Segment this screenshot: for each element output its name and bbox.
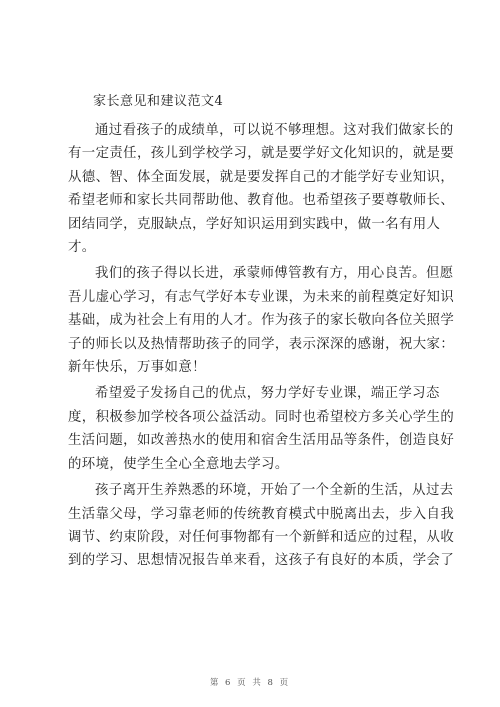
text-line: 通过看孩子的成绩单，可以说不够理想。这对我们做家长的 xyxy=(95,123,454,138)
text-line: 调节、约束阶段，对任何事物都有一个新鲜和适应的过程，从收 xyxy=(68,529,455,545)
text-line: 从德、智、体全面发展，就是要发挥自己的才能学好专业知识， xyxy=(68,169,455,185)
paragraph xyxy=(68,119,455,259)
text-line: 新年快乐，万事如意！ xyxy=(68,360,206,376)
document-body xyxy=(68,119,455,576)
text-line: 到的学习、思想情况报告单来看，这孩子有良好的本质，学会了 xyxy=(68,553,455,569)
paragraph xyxy=(68,479,455,573)
text-line: 我们的孩子得以长进，承蒙师傅管教有方，用心良苦。但愿 xyxy=(95,266,454,282)
text-line: 有一定责任，孩儿到学校学习，就是要学好文化知识的，就是要 xyxy=(68,146,455,162)
text-line: 生活问题，如改善热水的使用和宿舍生活用品等条件，创造良好 xyxy=(68,433,455,449)
text-line: 才。 xyxy=(68,240,96,256)
document-title: 家长意见和建议范文4 xyxy=(93,94,224,109)
text-line: 基础，成为社会上有用的人才。作为孩子的家长敬向各位关照学 xyxy=(68,313,455,329)
text-line: 希望老师和家长共同帮助他、教育他。也希望孩子要尊敬师长、 xyxy=(68,193,455,209)
paragraph xyxy=(68,382,455,476)
text-line: 子的师长以及热情帮助孩子的同学，表示深深的感谢，祝大家： xyxy=(68,336,455,352)
text-line: 孩子离开生养熟悉的环境，开始了一个全新的生活，从过去 xyxy=(95,483,454,499)
paragraph xyxy=(68,262,455,379)
text-line: 生活靠父母，学习靠老师的传统教育模式中脱离出去，步入自我 xyxy=(68,506,455,522)
text-line: 希望爱子发扬自己的优点，努力学好专业课，端正学习态 xyxy=(95,386,440,402)
text-line: 吾儿虚心学习，有志气学好本专业课，为未来的前程奠定好知识 xyxy=(68,289,455,305)
text-line: 的环境，使学生全心全意地去学习。 xyxy=(68,456,289,472)
text-line: 团结同学，克服缺点，学好知识运用到实践中，做一名有用人 xyxy=(68,216,441,232)
page-footer: 第 6 页 共 8 页 xyxy=(209,678,291,688)
text-line: 度，积极参加学校各项公益活动。同时也希望校方多关心学生的 xyxy=(68,409,455,425)
